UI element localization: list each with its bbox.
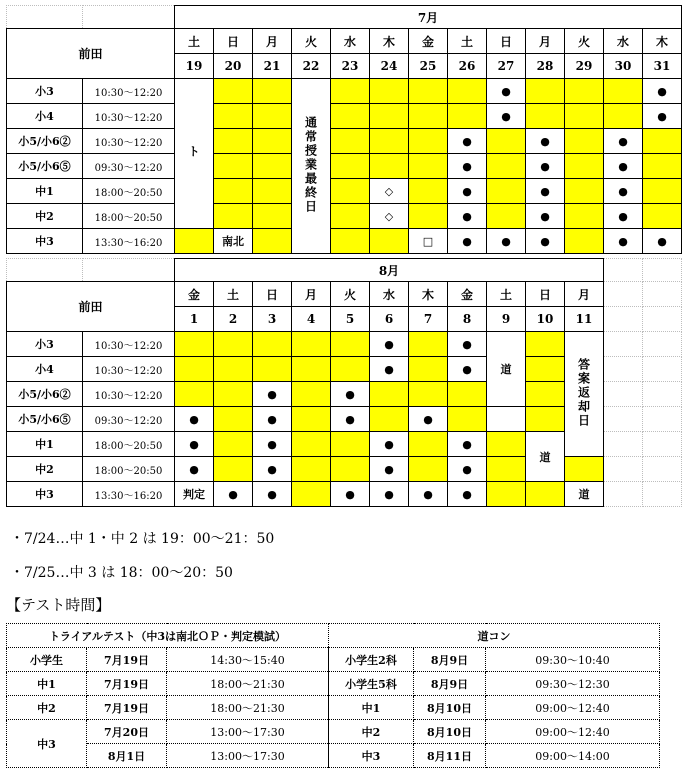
day-cell	[487, 457, 526, 482]
day-cell	[409, 204, 448, 229]
class-name: 小5/小6⑤	[7, 407, 83, 432]
class-time: 18:00～20:50	[83, 432, 175, 457]
dot-mark: ●	[487, 104, 526, 129]
class-name: 小3	[7, 79, 83, 104]
day-cell	[370, 79, 409, 104]
trial-grade: 中2	[7, 696, 87, 720]
day-cell	[565, 179, 604, 204]
trial-date: 7月19日	[87, 672, 167, 696]
trial-grade: 中3	[7, 720, 87, 768]
michi-cell	[487, 332, 526, 407]
place-label: 前田	[7, 282, 175, 332]
michikon-grade: 中3	[329, 744, 414, 768]
blank-cell	[643, 259, 682, 282]
class-time: 10:30～12:20	[83, 79, 175, 104]
blank-cell	[643, 432, 682, 457]
weekday-cell: 火	[331, 282, 370, 307]
dot-mark: ●	[253, 382, 292, 407]
day-cell	[331, 104, 370, 129]
weekday-cell: 金	[448, 282, 487, 307]
blank-cell	[604, 407, 643, 432]
trial-date: 7月19日	[87, 696, 167, 720]
class-name: 中3	[7, 482, 83, 507]
day-cell: 2	[214, 307, 253, 332]
blank-cell	[604, 307, 643, 332]
dot-mark: ●	[253, 432, 292, 457]
day-cell: 5	[331, 307, 370, 332]
day-cell: 31	[643, 54, 682, 79]
class-time: 09:30～12:20	[83, 154, 175, 179]
day-cell	[643, 129, 682, 154]
dot-mark: ●	[448, 457, 487, 482]
day-cell	[175, 357, 214, 382]
july-schedule-table	[6, 5, 682, 254]
day-cell	[526, 332, 565, 357]
weekday-cell: 水	[331, 29, 370, 54]
dot-mark: ●	[370, 482, 409, 507]
day-cell: 21	[253, 54, 292, 79]
dot-mark: ●	[448, 204, 487, 229]
class-time: 10:30～12:20	[83, 129, 175, 154]
dot-mark: ●	[175, 432, 214, 457]
day-cell: 25	[409, 54, 448, 79]
day-cell	[253, 129, 292, 154]
dot-mark: ●	[175, 457, 214, 482]
michikon-date: 8月10日	[414, 696, 486, 720]
day-cell	[253, 104, 292, 129]
dot-mark: ●	[331, 482, 370, 507]
class-time: 10:30～12:20	[83, 357, 175, 382]
blank-cell	[643, 357, 682, 382]
day-cell	[253, 229, 292, 254]
answer-day-cell	[565, 332, 604, 457]
day-cell: 26	[448, 54, 487, 79]
day-cell: 3	[253, 307, 292, 332]
class-name: 中3	[7, 229, 83, 254]
day-cell	[331, 432, 370, 457]
day-cell	[565, 229, 604, 254]
day-cell	[565, 79, 604, 104]
day-cell	[487, 432, 526, 457]
trial-time: 14:30～15:40	[167, 648, 329, 672]
dot-mark: ●	[604, 179, 643, 204]
day-cell	[214, 154, 253, 179]
blank-cell	[7, 259, 83, 282]
class-name: 中2	[7, 457, 83, 482]
weekday-cell: 水	[604, 29, 643, 54]
day-cell	[331, 129, 370, 154]
weekday-cell: 土	[487, 282, 526, 307]
day-cell: 29	[565, 54, 604, 79]
day-cell	[214, 79, 253, 104]
michikon-date: 8月11日	[414, 744, 486, 768]
day-cell: 23	[331, 54, 370, 79]
dot-mark: ●	[409, 482, 448, 507]
dot-mark: ●	[370, 332, 409, 357]
dot-mark: ●	[487, 229, 526, 254]
day-cell	[175, 229, 214, 254]
class-name: 小5/小6②	[7, 129, 83, 154]
day-cell	[487, 179, 526, 204]
weekday-cell: 日	[253, 282, 292, 307]
day-cell	[214, 382, 253, 407]
class-name: 小3	[7, 332, 83, 357]
dot-mark: ●	[604, 154, 643, 179]
day-cell: 19	[175, 54, 214, 79]
day-cell: 1	[175, 307, 214, 332]
dot-mark: ●	[643, 229, 682, 254]
class-time: 09:30～12:20	[83, 407, 175, 432]
dot-mark: ●	[214, 482, 253, 507]
day-cell	[370, 229, 409, 254]
blank-cell	[83, 6, 175, 29]
day-cell	[214, 432, 253, 457]
day-cell	[253, 357, 292, 382]
weekday-cell: 金	[409, 29, 448, 54]
day-cell	[331, 79, 370, 104]
class-time: 18:00～20:50	[83, 179, 175, 204]
dot-mark: ●	[643, 79, 682, 104]
day-cell	[214, 104, 253, 129]
day-cell	[409, 432, 448, 457]
michikon-time: 09:30～12:30	[486, 672, 660, 696]
weekday-cell: 日	[487, 29, 526, 54]
dot-mark: ●	[409, 407, 448, 432]
dot-mark: ●	[253, 482, 292, 507]
trial-time: 18:00～21:30	[167, 696, 329, 720]
weekday-cell: 日	[526, 282, 565, 307]
blank-cell	[83, 259, 175, 282]
michi-label: 道	[539, 450, 551, 464]
day-cell	[409, 332, 448, 357]
dot-mark: ●	[253, 457, 292, 482]
michikon-date: 8月10日	[414, 720, 486, 744]
class-time: 10:30～12:20	[83, 104, 175, 129]
michikon-time: 09:00～12:40	[486, 720, 660, 744]
day-cell	[448, 382, 487, 407]
day-cell	[409, 179, 448, 204]
day-cell	[604, 79, 643, 104]
class-name: 小4	[7, 104, 83, 129]
dot-mark: ●	[331, 407, 370, 432]
day-cell	[175, 382, 214, 407]
weekday-cell: 土	[448, 29, 487, 54]
day-cell	[292, 407, 331, 432]
dot-mark: ●	[448, 154, 487, 179]
blank-cell	[604, 457, 643, 482]
dot-mark: ●	[370, 457, 409, 482]
day-cell	[409, 79, 448, 104]
weekday-cell: 火	[292, 29, 331, 54]
day-cell	[292, 482, 331, 507]
class-name: 小5/小6⑤	[7, 154, 83, 179]
dot-mark: ●	[604, 204, 643, 229]
dot-mark: ●	[370, 357, 409, 382]
day-cell	[448, 407, 487, 432]
day-cell	[409, 129, 448, 154]
trial-time: 18:00～21:30	[167, 672, 329, 696]
day-cell	[604, 104, 643, 129]
dot-mark: ●	[175, 407, 214, 432]
day-cell	[331, 154, 370, 179]
day-cell	[331, 229, 370, 254]
weekday-cell: 月	[565, 282, 604, 307]
trial-date: 7月20日	[87, 720, 167, 744]
day-cell	[253, 154, 292, 179]
blank-cell	[604, 482, 643, 507]
blank-cell	[604, 259, 643, 282]
day-cell	[487, 204, 526, 229]
weekday-cell: 水	[370, 282, 409, 307]
dot-mark: ●	[448, 129, 487, 154]
blank-cell	[604, 332, 643, 357]
class-name: 中1	[7, 432, 83, 457]
day-cell	[331, 332, 370, 357]
day-cell	[448, 79, 487, 104]
trial-grade: 小学生	[7, 648, 87, 672]
day-cell	[409, 357, 448, 382]
day-cell	[565, 204, 604, 229]
trial-time: 13:00～17:30	[167, 744, 329, 768]
blank-cell	[643, 307, 682, 332]
day-cell	[565, 129, 604, 154]
blank-cell	[643, 382, 682, 407]
weekday-cell: 金	[175, 282, 214, 307]
dot-mark: ●	[448, 482, 487, 507]
day-cell: 10	[526, 307, 565, 332]
august-schedule-table	[6, 258, 682, 507]
weekday-cell: 月	[253, 29, 292, 54]
day-cell	[409, 457, 448, 482]
blank-cell	[604, 432, 643, 457]
to-label: ト	[186, 145, 201, 159]
place-label: 前田	[7, 29, 175, 79]
diamond-mark: ◇	[370, 204, 409, 229]
day-cell	[526, 382, 565, 407]
answer-day-label: 答案返却日	[576, 357, 591, 428]
note-line-1: ・7/24…中 1・中 2 は 19：00～21：50	[10, 531, 275, 547]
class-name: 小4	[7, 357, 83, 382]
michikon-date: 8月9日	[414, 648, 486, 672]
michi-label: 道	[500, 363, 512, 376]
empty-cell	[487, 407, 526, 432]
michikon-time: 09:00～12:40	[486, 696, 660, 720]
day-cell: 22	[292, 54, 331, 79]
day-cell	[214, 457, 253, 482]
nanboku-label: 南北	[214, 229, 253, 254]
day-cell	[370, 129, 409, 154]
dot-mark: ●	[643, 104, 682, 129]
month-header-july: 7月	[175, 6, 682, 29]
day-cell	[370, 104, 409, 129]
michikon-grade: 小学生2科	[329, 648, 414, 672]
day-cell	[292, 332, 331, 357]
day-cell: 30	[604, 54, 643, 79]
michikon-time: 09:30～10:40	[486, 648, 660, 672]
day-cell	[253, 179, 292, 204]
day-cell	[565, 104, 604, 129]
note-line-2: ・7/25…中 3 は 18：00～20：50	[10, 565, 233, 581]
weekday-cell: 月	[526, 29, 565, 54]
day-cell	[214, 204, 253, 229]
michikon-time: 09:00～14:00	[486, 744, 660, 768]
michikon-grade: 中2	[329, 720, 414, 744]
dot-mark: ●	[526, 229, 565, 254]
michikon-grade: 中1	[329, 696, 414, 720]
weekday-cell: 木	[409, 282, 448, 307]
dot-mark: ●	[448, 332, 487, 357]
dot-mark: ●	[526, 179, 565, 204]
dot-mark: ●	[604, 129, 643, 154]
day-cell	[292, 382, 331, 407]
day-cell	[526, 482, 565, 507]
trial-date: 8月1日	[87, 744, 167, 768]
diamond-mark: ◇	[370, 179, 409, 204]
month-header-august: 8月	[175, 259, 604, 282]
day-cell	[409, 382, 448, 407]
day-cell: 9	[487, 307, 526, 332]
dot-mark: ●	[526, 204, 565, 229]
day-cell: 11	[565, 307, 604, 332]
day-cell	[565, 154, 604, 179]
day-cell	[370, 154, 409, 179]
day-cell	[253, 79, 292, 104]
day-cell	[331, 204, 370, 229]
dot-mark: ●	[253, 407, 292, 432]
day-cell: 24	[370, 54, 409, 79]
day-cell: 28	[526, 54, 565, 79]
day-cell	[526, 104, 565, 129]
michikon-date: 8月9日	[414, 672, 486, 696]
hantei-label: 判定	[175, 482, 214, 507]
dot-mark: ●	[448, 229, 487, 254]
square-mark: □	[409, 229, 448, 254]
day-cell	[214, 407, 253, 432]
weekday-cell: 月	[292, 282, 331, 307]
class-time: 10:30～12:20	[83, 382, 175, 407]
blank-cell	[643, 482, 682, 507]
dot-mark: ●	[526, 129, 565, 154]
blank-cell	[604, 357, 643, 382]
day-cell	[370, 407, 409, 432]
trial-date: 7月19日	[87, 648, 167, 672]
michi-cell	[526, 432, 565, 482]
class-time: 18:00～20:50	[83, 457, 175, 482]
last-day-cell	[292, 79, 331, 254]
day-cell	[214, 129, 253, 154]
test-times-table	[6, 623, 660, 768]
day-cell	[526, 407, 565, 432]
day-cell	[253, 204, 292, 229]
day-cell	[292, 432, 331, 457]
weekday-cell: 土	[175, 29, 214, 54]
blank-cell	[643, 282, 682, 307]
weekday-cell: 木	[370, 29, 409, 54]
class-name: 小5/小6②	[7, 382, 83, 407]
dot-mark: ●	[448, 432, 487, 457]
class-time: 13:30～16:20	[83, 229, 175, 254]
class-time: 10:30～12:20	[83, 332, 175, 357]
day-cell	[643, 179, 682, 204]
day-cell	[331, 179, 370, 204]
blank-cell	[604, 382, 643, 407]
day-cell: 6	[370, 307, 409, 332]
dot-mark: ●	[331, 382, 370, 407]
day-cell	[526, 79, 565, 104]
day-cell	[292, 457, 331, 482]
day-cell	[565, 457, 604, 482]
day-cell: 20	[214, 54, 253, 79]
day-cell: 4	[292, 307, 331, 332]
day-cell	[487, 482, 526, 507]
day-cell	[409, 154, 448, 179]
day-cell: 7	[409, 307, 448, 332]
day-cell	[370, 382, 409, 407]
blank-cell	[643, 457, 682, 482]
day-cell	[643, 204, 682, 229]
weekday-cell: 土	[214, 282, 253, 307]
day-cell	[448, 104, 487, 129]
dot-mark: ●	[526, 154, 565, 179]
day-cell: 27	[487, 54, 526, 79]
day-cell	[331, 357, 370, 382]
blank-cell	[604, 282, 643, 307]
day-cell	[292, 357, 331, 382]
class-name: 中2	[7, 204, 83, 229]
class-name: 中1	[7, 179, 83, 204]
michi-label: 道	[565, 482, 604, 507]
day-cell	[214, 357, 253, 382]
trial-time: 13:00～17:30	[167, 720, 329, 744]
michikon-title: 道コン	[329, 624, 660, 648]
day-cell	[643, 154, 682, 179]
weekday-cell: 日	[214, 29, 253, 54]
class-time: 18:00～20:50	[83, 204, 175, 229]
day-cell	[175, 332, 214, 357]
trial-test-title: トライアルテスト（中3は南北ＯＰ・判定模試）	[7, 624, 329, 648]
day-cell: 8	[448, 307, 487, 332]
day-cell	[487, 154, 526, 179]
dot-mark: ●	[604, 229, 643, 254]
day-cell	[409, 104, 448, 129]
day-cell	[331, 457, 370, 482]
day-cell	[253, 332, 292, 357]
blank-cell	[643, 407, 682, 432]
to-cell	[175, 79, 214, 229]
dot-mark: ●	[487, 79, 526, 104]
blank-cell	[643, 332, 682, 357]
dot-mark: ●	[448, 357, 487, 382]
trial-grade: 中1	[7, 672, 87, 696]
weekday-cell: 木	[643, 29, 682, 54]
day-cell	[214, 332, 253, 357]
last-day-label: 通常授業最終日	[303, 115, 318, 214]
class-time: 13:30～16:20	[83, 482, 175, 507]
day-cell	[526, 357, 565, 382]
day-cell	[214, 179, 253, 204]
blank-cell	[7, 6, 83, 29]
dot-mark: ●	[370, 432, 409, 457]
day-cell	[487, 129, 526, 154]
michikon-grade: 小学生5科	[329, 672, 414, 696]
dot-mark: ●	[448, 179, 487, 204]
weekday-cell: 火	[565, 29, 604, 54]
test-time-heading: 【テスト時間】	[6, 596, 111, 614]
